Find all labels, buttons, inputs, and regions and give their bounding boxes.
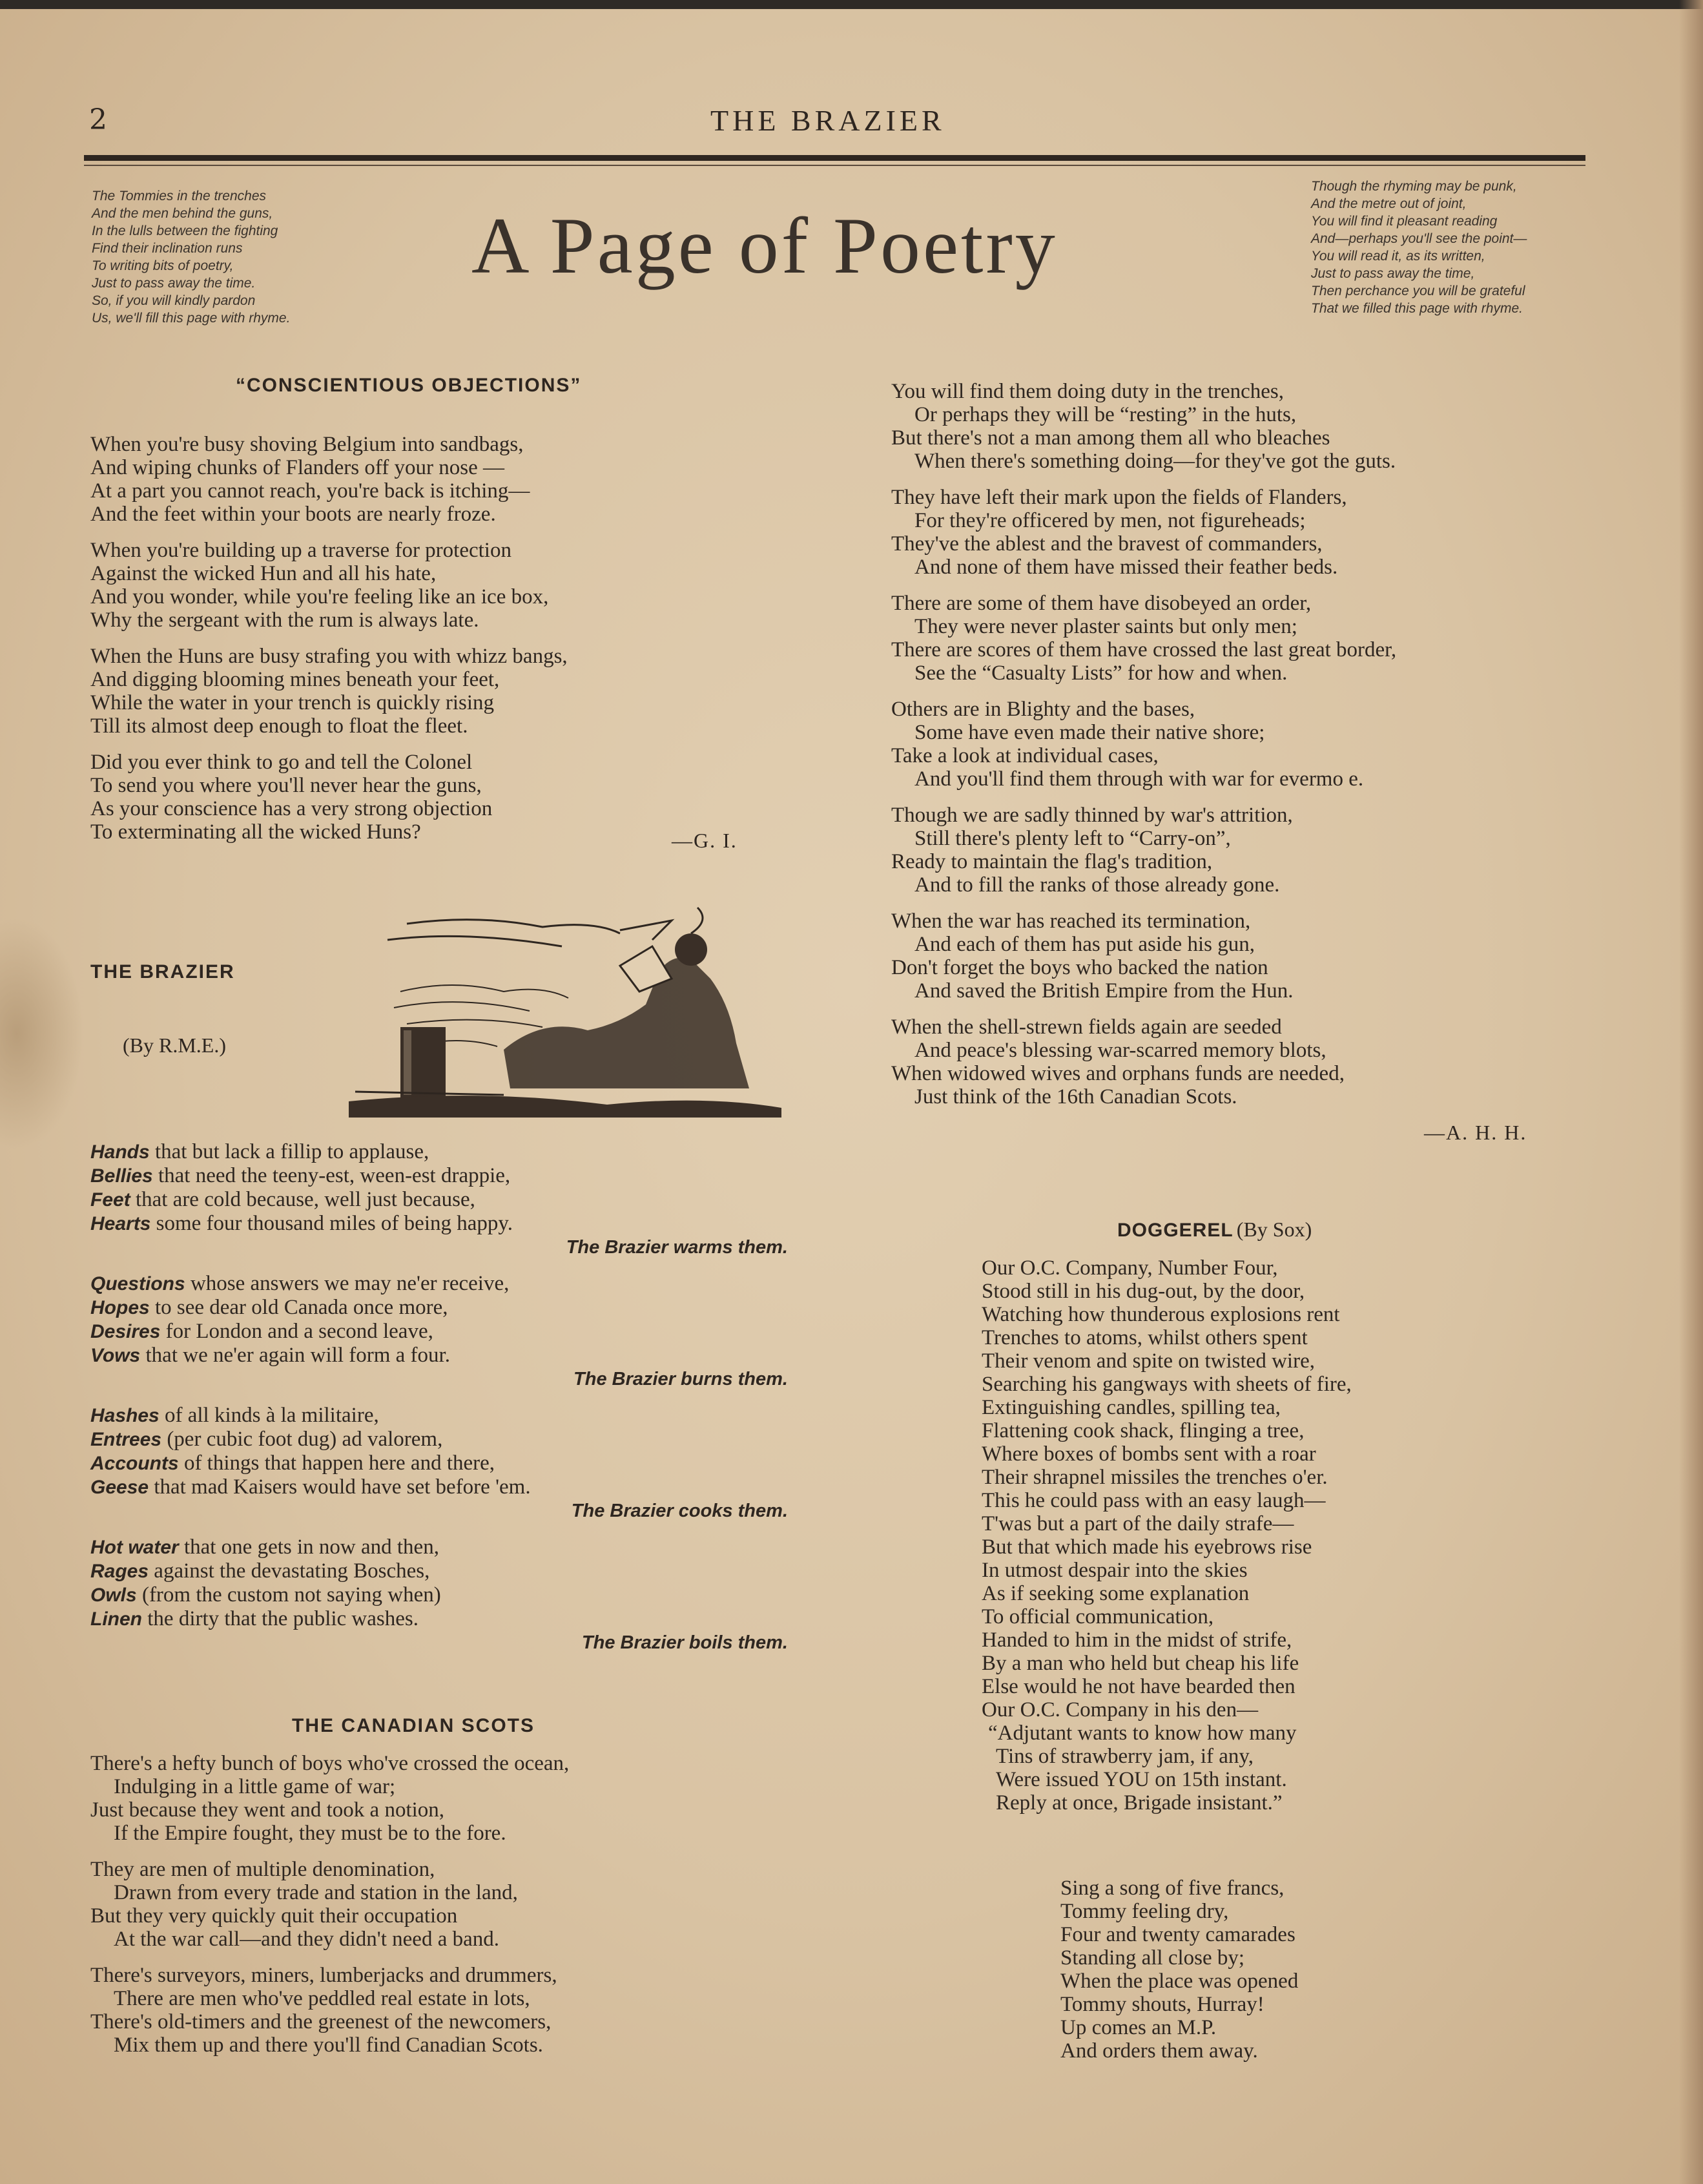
poem-line: Our O.C. Company in his den— [982, 1698, 1259, 1721]
poem-line: Till its almost deep enough to float the fleet. [90, 714, 468, 738]
intro-line: Find their inclination runs [92, 241, 243, 256]
refrain: The Brazier cooks them. [571, 1501, 788, 1521]
poem-line: Ready to maintain the flag's tradition, [891, 850, 1213, 873]
keyword: Hashes [90, 1405, 160, 1426]
keyword: Vows [90, 1345, 141, 1366]
poem-line: of things that happen here and there, [183, 1451, 495, 1475]
poem-line: As if seeking some explanation [982, 1582, 1250, 1605]
poem-line: And saved the British Empire from the Hun. [914, 979, 1294, 1003]
intro-line: Just to pass away the time. [92, 276, 256, 291]
poem-line: Flattening cook shack, flinging a tree, [982, 1419, 1305, 1442]
intro-line: Us, we'll fill this page with rhyme. [92, 311, 291, 326]
poem-line: And each of them has put aside his gun, [914, 933, 1255, 956]
poem-line: They were never plaster saints but only men; [914, 615, 1297, 638]
poem-line: that we ne'er again will form a four. [145, 1344, 450, 1367]
poem-line: Where boxes of bombs sent with a roar [982, 1442, 1316, 1466]
poem-line: for London and a second leave, [165, 1320, 433, 1343]
poem-line: Drawn from every trade and station in the land, [114, 1881, 518, 1904]
refrain: The Brazier burns them. [573, 1369, 788, 1389]
poem-line: At a part you cannot reach, you're back is itching— [90, 479, 530, 503]
poem-line: against the devastating Bosches, [154, 1559, 430, 1583]
poem-line: the dirty that the public washes. [147, 1607, 418, 1630]
poem-line: And you wonder, while you're feeling like an ice box, [90, 585, 549, 608]
poem-line: T'was but a part of the daily strafe— [982, 1512, 1294, 1535]
keyword: Questions [90, 1273, 185, 1295]
poem-line: They've the ablest and the bravest of commanders, [891, 532, 1323, 556]
poem-line: Watching how thunderous explosions rent [982, 1303, 1340, 1326]
poem-line: “Adjutant wants to know how many [988, 1721, 1297, 1745]
keyword: Hands [90, 1141, 150, 1163]
poem-line: that need the teeny-est, ween-est drappie, [158, 1164, 511, 1187]
poem-line: Against the wicked Hun and all his hate, [90, 562, 437, 585]
keyword: Linen [90, 1608, 142, 1630]
poem-line: to see dear old Canada once more, [154, 1296, 448, 1319]
refrain: The Brazier boils them. [581, 1632, 788, 1653]
poem-line: that one gets in now and then, [183, 1535, 439, 1559]
poem-line: Mix them up and there you'll find Canadian Scots. [114, 2033, 543, 2057]
intro-line: Though the rhyming may be punk, [1311, 179, 1517, 194]
keyword: Accounts [90, 1453, 179, 1474]
poem-the-brazier [90, 1140, 788, 1654]
poem-line: Their venom and spite on twisted wire, [982, 1349, 1315, 1373]
intro-line: To writing bits of poetry, [92, 258, 234, 273]
poem-line: There's old-timers and the greenest of the newcomers, [90, 2010, 552, 2033]
poem-line: But that which made his eyebrows rise [982, 1535, 1312, 1559]
poem-line: Extinguishing candles, spilling tea, [982, 1396, 1281, 1419]
keyword: Hopes [90, 1297, 150, 1318]
poem-line: In utmost despair into the skies [982, 1559, 1248, 1582]
poem-line: Were issued YOU on 15th instant. [996, 1768, 1287, 1791]
poem-line: (from the custom not saying when) [141, 1583, 441, 1607]
poem-line: Some have even made their native shore; [914, 721, 1265, 744]
intro-line: And the metre out of joint, [1311, 196, 1467, 211]
right-intro-verse [1311, 178, 1527, 317]
poem-line: When you're busy shoving Belgium into sandbags, [90, 433, 524, 456]
intro-line: Then perchance you will be grateful [1311, 284, 1525, 298]
poem-line: Indulging in a little game of war; [114, 1775, 396, 1798]
poem-line: They have left their mark upon the fields of Flanders, [891, 486, 1347, 509]
poem-line: And orders them away. [1060, 2039, 1258, 2063]
poem-line: (per cubic foot dug) ad valorem, [167, 1428, 443, 1451]
poem-line: When the war has reached its termination, [891, 910, 1251, 933]
keyword: Desires [90, 1321, 161, 1342]
masthead: THE BRAZIER [710, 104, 945, 137]
poem-line: And you'll find them through with war for evermo e. [914, 767, 1364, 791]
intro-line: So, if you will kindly pardon [92, 293, 256, 308]
poem-line: And wiping chunks of Flanders off your nose — [90, 456, 504, 479]
poem-line: whose answers we may ne'er receive, [190, 1272, 510, 1295]
poem-doggerel [982, 1256, 1352, 1815]
poem-line: When there's something doing—for they've got the guts. [914, 450, 1396, 473]
keyword: Feet [90, 1189, 130, 1211]
poem-line: There's surveyors, miners, lumberjacks and drummers, [90, 1964, 557, 1987]
poem-five-francs [1060, 1877, 1298, 2063]
paper-stain [0, 917, 84, 1150]
keyword: Entrees [90, 1429, 162, 1450]
poem-line: And to fill the ranks of those already gone. [914, 873, 1280, 897]
poem-line: And peace's blessing war-scarred memory blots, [914, 1039, 1326, 1062]
poem-line: some four thousand miles of being happy. [156, 1212, 513, 1235]
poem-title-canadian-scots: THE CANADIAN SCOTS [292, 1715, 535, 1736]
poem-title-doggerel-row [1117, 1218, 1312, 1242]
signature-gi: —G. I. [672, 829, 738, 852]
intro-line: And—perhaps you'll see the point— [1311, 231, 1527, 246]
poem-line: Tommy feeling dry, [1060, 1900, 1229, 1923]
page-top-edge [0, 0, 1703, 9]
poem-line: They are men of multiple denomination, [90, 1858, 435, 1881]
poem-line: There are men who've peddled real estate in lots, [114, 1987, 530, 2010]
poem-line: And none of them have missed their feather beds. [914, 556, 1338, 579]
intro-line: And the men behind the guns, [92, 206, 273, 221]
poem-line: Up comes an M.P. [1060, 2016, 1217, 2039]
byline-sox: (By Sox) [1236, 1218, 1312, 1241]
intro-line: The Tommies in the trenches [92, 189, 267, 203]
poem-line: This he could pass with an easy laugh— [982, 1489, 1326, 1512]
intro-line: That we filled this page with rhyme. [1311, 301, 1523, 316]
keyword: Hot water [90, 1537, 179, 1558]
intro-line: In the lulls between the fighting [92, 224, 278, 238]
poem-line: Else would he not have bearded then [982, 1675, 1295, 1698]
poem-line: As your conscience has a very strong objection [90, 797, 493, 820]
poem-line: Trenches to atoms, whilst others spent [982, 1326, 1308, 1349]
poem-line: When the shell-strewn fields again are seeded [891, 1015, 1282, 1039]
poem-title-the-brazier: THE BRAZIER [90, 961, 235, 983]
poem-line: Tins of strawberry jam, if any, [996, 1745, 1254, 1768]
poem-line: When widowed wives and orphans funds are needed, [891, 1062, 1345, 1085]
poem-line: Our O.C. Company, Number Four, [982, 1256, 1278, 1280]
poem-line: that are cold because, well just because, [135, 1188, 475, 1211]
header-rule-thin [84, 165, 1585, 166]
header-rule-thick [84, 155, 1585, 161]
keyword: Bellies [90, 1165, 153, 1187]
poem-line: Handed to him in the midst of strife, [982, 1628, 1292, 1652]
intro-line: Just to pass away the time, [1311, 266, 1475, 281]
poem-line: Four and twenty camarades [1060, 1923, 1295, 1946]
keyword: Hearts [90, 1213, 151, 1234]
signature-ahh: —A. H. H. [1424, 1121, 1527, 1144]
poem-line: Though we are sadly thinned by war's attrition, [891, 804, 1293, 827]
poem-line: Or perhaps they will be “resting” in the huts, [914, 403, 1297, 426]
poem-line: To official communication, [982, 1605, 1214, 1628]
poem-line: There are some of them have disobeyed an order, [891, 592, 1312, 615]
poem-line: Tommy shouts, Hurray! [1060, 1993, 1264, 2016]
poem-line: When the Huns are busy strafing you with whizz bangs, [90, 645, 568, 668]
poem-title-conscientious-objections: “CONSCIENTIOUS OBJECTIONS” [236, 375, 582, 396]
poem-line: Take a look at individual cases, [891, 744, 1159, 767]
poem-line: And the feet within your boots are nearly froze. [90, 503, 496, 526]
poem-line: Still there's plenty left to “Carry-on”, [914, 827, 1231, 850]
poem-line: By a man who held but cheap his life [982, 1652, 1299, 1675]
refrain: The Brazier warms them. [566, 1237, 788, 1258]
poem-line: When the place was opened [1060, 1970, 1299, 1993]
poem-canadian-scots [90, 1752, 569, 2057]
poem-line: There's a hefty bunch of boys who've crossed the ocean, [90, 1752, 570, 1775]
poem-line: Don't forget the boys who backed the nation [891, 956, 1268, 979]
page-number: 2 [89, 103, 107, 136]
poem-line: And digging blooming mines beneath your feet, [90, 668, 500, 691]
poem-line: Stood still in his dug-out, by the door, [982, 1280, 1305, 1303]
poem-line: Why the sergeant with the rum is always late. [90, 608, 479, 632]
poem-line: There are scores of them have crossed the last great border, [891, 638, 1397, 661]
intro-line: You will find it pleasant reading [1311, 214, 1498, 229]
poem-line: Sing a song of five francs, [1060, 1877, 1285, 1900]
poem-line: Searching his gangways with sheets of fire, [982, 1373, 1352, 1396]
poem-line: When you're building up a traverse for protection [90, 539, 511, 562]
page-right-edge [1679, 0, 1703, 2184]
poem-canadian-scots-continued [891, 380, 1396, 1108]
keyword: Rages [90, 1561, 149, 1582]
poem-line: Standing all close by; [1060, 1946, 1245, 1970]
poem-line: If the Empire fought, they must be to the fore. [114, 1822, 506, 1845]
poem-line: that mad Kaisers would have set before 'em. [154, 1475, 531, 1499]
byline-rme: (By R.M.E.) [123, 1034, 226, 1057]
poem-line: Others are in Blighty and the bases, [891, 698, 1195, 721]
intro-line: You will read it, as its written, [1311, 249, 1485, 264]
poem-line: While the water in your trench is quickly rising [90, 691, 495, 714]
poem-line: At the war call—and they didn't need a band. [114, 1928, 499, 1951]
poem-line: that but lack a fillip to applause, [154, 1140, 429, 1163]
keyword: Owls [90, 1585, 137, 1606]
poem-line: But there's not a man among them all who bleaches [891, 426, 1330, 450]
poem-line: Did you ever think to go and tell the Colonel [90, 751, 473, 774]
poem-line: For they're officered by men, not figureheads; [914, 509, 1306, 532]
poem-line: But they very quickly quit their occupation [90, 1904, 458, 1928]
poem-line: Just because they went and took a notion, [90, 1798, 445, 1822]
keyword: Geese [90, 1477, 149, 1498]
poem-line: Their shrapnel missiles the trenches o'er. [982, 1466, 1328, 1489]
left-intro-verse [92, 187, 290, 327]
poem-line: Reply at once, Brigade insistant.” [996, 1791, 1283, 1815]
poem-line: You will find them doing duty in the trenches, [891, 380, 1285, 403]
poem-conscientious-objections [90, 433, 568, 844]
poem-line: See the “Casualty Lists” for how and when. [914, 661, 1288, 685]
soldier-brazier-illustration [349, 895, 781, 1121]
poem-line: Just think of the 16th Canadian Scots. [914, 1085, 1237, 1108]
poem-title-doggerel: DOGGEREL [1117, 1220, 1233, 1241]
page-title: A Page of Poetry [471, 202, 1058, 290]
poem-line: To exterminating all the wicked Huns? [90, 820, 421, 844]
poem-line: To send you where you'll never hear the guns, [90, 774, 482, 797]
poem-line: of all kinds à la militaire, [164, 1404, 379, 1427]
